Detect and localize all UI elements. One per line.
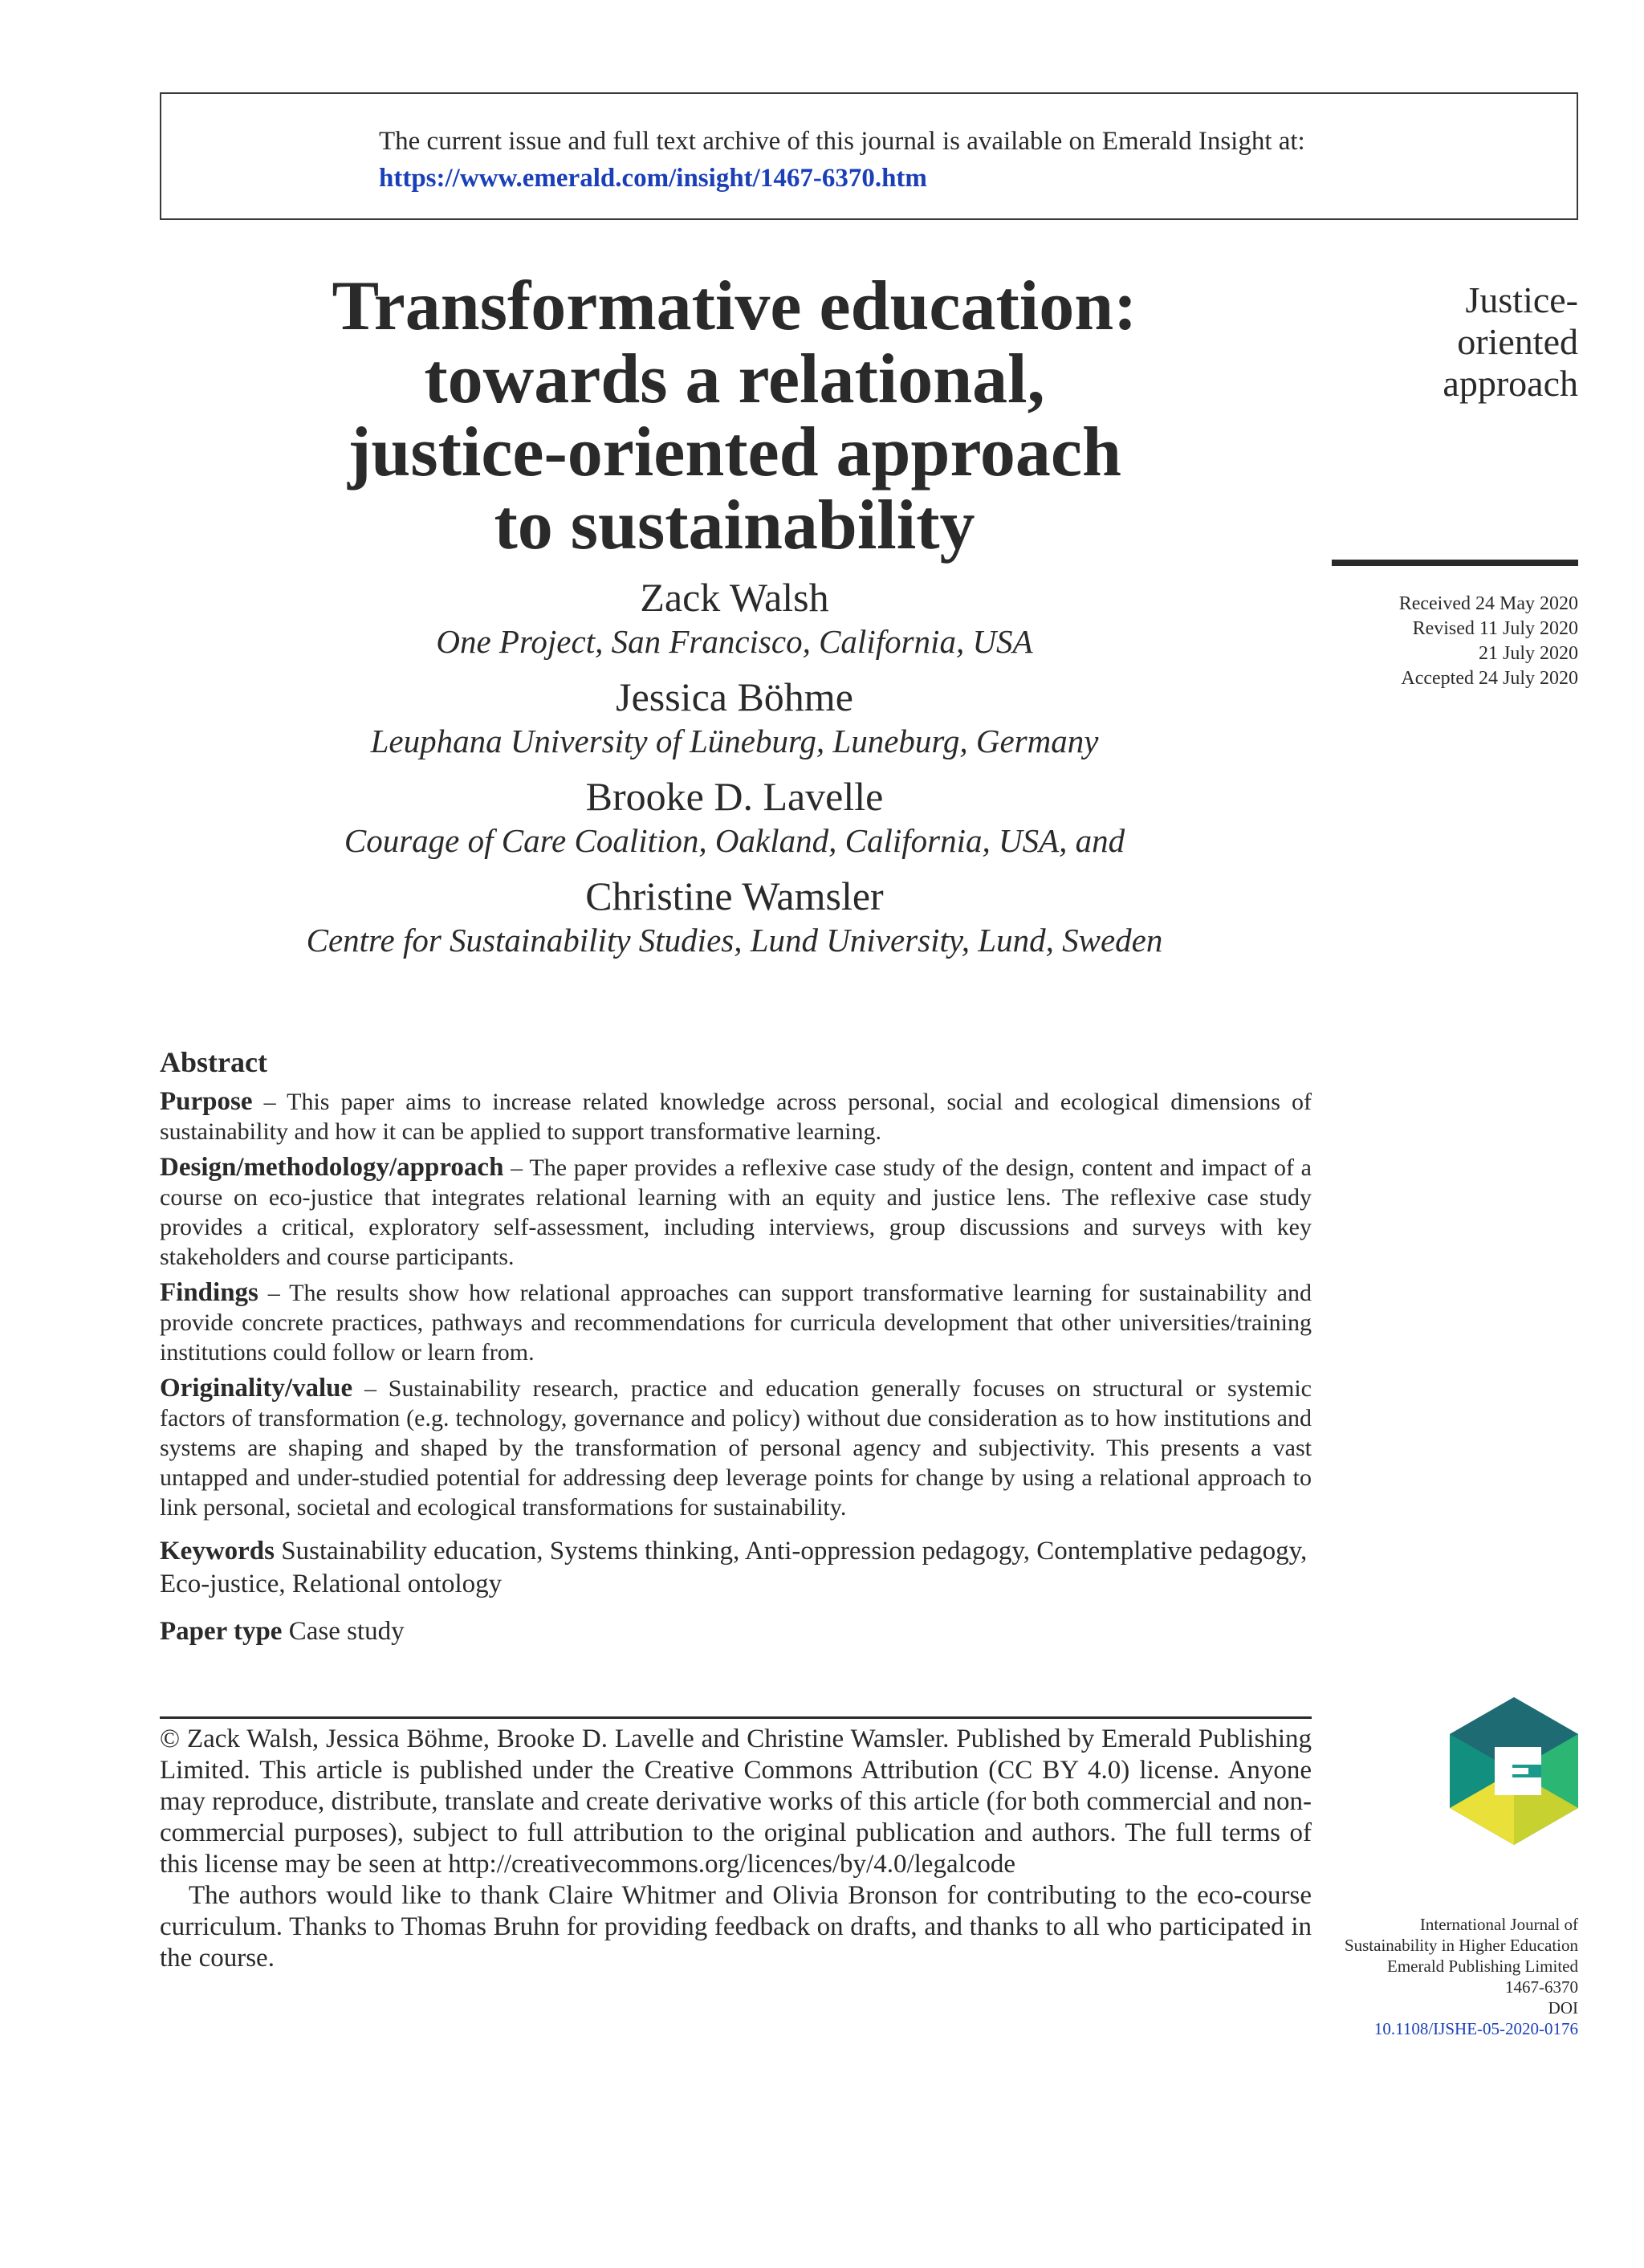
purpose-text: – This paper aims to increase related knowledge across personal, social and ecological dimensions of sustainability and how it can be applied to support transformative learning. bbox=[160, 1089, 1312, 1145]
design-text: – The paper provides a reflexive case study of the design, content and impact of a course on eco-justice that integrates relational learning with an equity and justice lens. The reflexive case study provides a critical, exploratory self-assessment, including interviews, group discussions and surveys with key stakeholders and course participants. bbox=[160, 1154, 1312, 1270]
author-name: Zack Walsh bbox=[640, 575, 829, 620]
originality-text: – Sustainability research, practice and education generally focuses on structural or systemic factors of transformation (e.g. technology, governance and policy) without due consideration as to how institutions and systems are shaping and shaped by the transformation of personal agency and subjectivity. This presents a vast untapped and under-studied potential for addressing deep leverage points for change by using a relational approach to link personal, societal and ecological transformations for sustainability. bbox=[160, 1375, 1312, 1521]
title-line: towards a relational, bbox=[424, 340, 1045, 418]
design-label: Design/methodology/approach bbox=[160, 1153, 504, 1182]
purpose-paragraph bbox=[160, 1087, 1312, 1146]
publisher: Emerald Publishing Limited bbox=[1387, 1957, 1578, 1976]
acknowledgement: The authors would like to thank Claire Whitmer and Olivia Bronson for contributing to the eco-course curriculum. Thanks to Thomas Bruhn for providing feedback on drafts, and thanks to all who participated in the course. bbox=[160, 1881, 1312, 1973]
title-line: justice-oriented approach bbox=[348, 413, 1121, 491]
author-affiliation: Leuphana University of Lüneburg, Luneburg, Germany bbox=[370, 723, 1099, 759]
author-list bbox=[241, 574, 1228, 972]
abstract-section bbox=[160, 1044, 1312, 1648]
design-paragraph bbox=[160, 1153, 1312, 1272]
abstract-heading: Abstract bbox=[160, 1046, 267, 1078]
emerald-publishing-logo-icon bbox=[1450, 1697, 1578, 1845]
findings-paragraph bbox=[160, 1278, 1312, 1367]
running-head-line: oriented bbox=[1457, 321, 1578, 362]
author-name: Jessica Böhme bbox=[616, 674, 853, 719]
paper-type-label: Paper type bbox=[160, 1617, 283, 1646]
issn: 1467-6370 bbox=[1505, 1977, 1578, 1997]
accepted-date: Accepted 24 July 2020 bbox=[1401, 668, 1578, 689]
archive-notice-text: The current issue and full text archive of this journal is available on Emerald Insight at: bbox=[379, 127, 1305, 156]
footnote-divider bbox=[160, 1716, 1312, 1719]
findings-text: – The results show how relational approaches can support transformative learning for sustainability and provide concrete practices, pathways and recommendations for curricula development that other universities/training institutions could follow or learn from. bbox=[160, 1280, 1312, 1366]
doi-line bbox=[1345, 1997, 1578, 2039]
author-name: Brooke D. Lavelle bbox=[585, 774, 884, 819]
author-affiliation: Courage of Care Coalition, Oakland, California, USA, and bbox=[344, 822, 1125, 859]
doi-link[interactable]: 10.1108/IJSHE-05-2020-0176 bbox=[1373, 2019, 1578, 2038]
article-title bbox=[241, 267, 1228, 564]
archive-notice-box bbox=[160, 92, 1578, 220]
keywords-label: Keywords bbox=[160, 1537, 275, 1566]
keywords-text: Sustainability education, Systems thinking, Anti-oppression pedagogy, Contemplative pedagogy, Eco-justice, Relational ontology bbox=[160, 1537, 1308, 1598]
received-date: Received 24 May 2020 bbox=[1398, 593, 1578, 614]
originality-paragraph bbox=[160, 1374, 1312, 1522]
revised-date-2: 21 July 2020 bbox=[1478, 643, 1578, 664]
journal-info bbox=[1345, 1914, 1578, 2039]
findings-label: Findings bbox=[160, 1278, 258, 1307]
copyright-notice: © Zack Walsh, Jessica Böhme, Brooke D. Lavelle and Christine Wamsler. Published by Emerald Publishing Limited. This article is published under the Creative Commons Attribution (CC BY 4.0) license. Anyone may reproduce, distribute, translate and create derivative works of this article (for both commercial and non-commercial purposes), subject to full attribution to the original publication and authors. The full terms of this license may be seen at http://creativecommons.org/licences/by/4.0/legalcode bbox=[160, 1724, 1312, 1879]
doi-label: DOI bbox=[1548, 1998, 1578, 2018]
running-head-line: Justice- bbox=[1465, 279, 1578, 320]
side-divider bbox=[1332, 560, 1578, 566]
author-name: Christine Wamsler bbox=[585, 873, 884, 918]
author-affiliation: Centre for Sustainability Studies, Lund University, Lund, Sweden bbox=[306, 922, 1163, 959]
title-line: to sustainability bbox=[494, 487, 975, 564]
revised-date: Revised 11 July 2020 bbox=[1412, 618, 1578, 639]
purpose-label: Purpose bbox=[160, 1087, 253, 1116]
running-head bbox=[1443, 279, 1578, 405]
paper-type-text: Case study bbox=[282, 1617, 405, 1646]
article-dates bbox=[1399, 592, 1578, 691]
footnote-block bbox=[160, 1724, 1312, 1974]
journal-name-line2: Sustainability in Higher Education bbox=[1344, 1936, 1578, 1955]
running-head-line: approach bbox=[1443, 363, 1578, 404]
journal-name-line1: International Journal of bbox=[1419, 1915, 1578, 1934]
originality-label: Originality/value bbox=[160, 1374, 353, 1403]
author-affiliation: One Project, San Francisco, California, USA bbox=[436, 623, 1033, 660]
title-line: Transformative education: bbox=[332, 267, 1137, 345]
paper-type-line bbox=[160, 1615, 1312, 1648]
keywords-line bbox=[160, 1535, 1312, 1601]
archive-link[interactable]: https://www.emerald.com/insight/1467-6370.htm bbox=[379, 164, 927, 193]
